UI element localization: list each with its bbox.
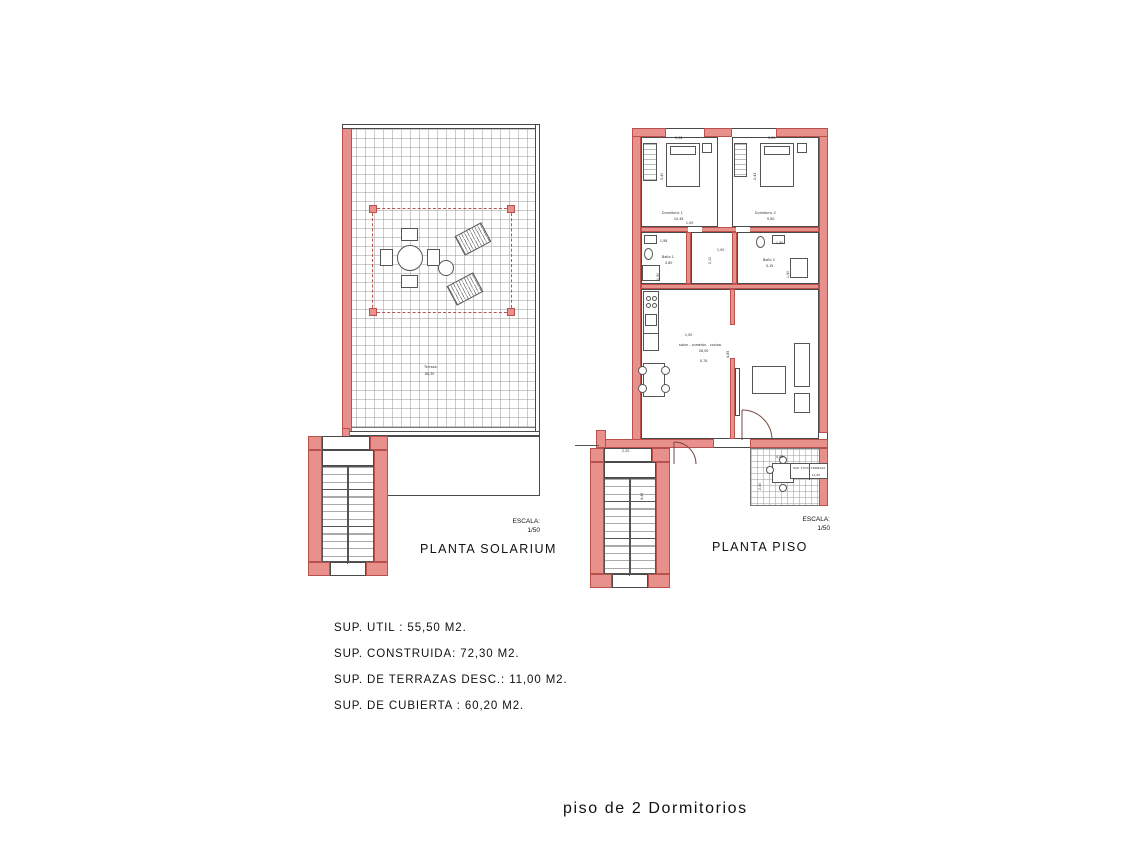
bath2-toilet [756, 236, 765, 248]
piso-stair-wall-tr [652, 448, 670, 462]
sheet-title: piso de 2 Dormitorios [563, 800, 748, 817]
piso-stair-wall-right [656, 462, 670, 574]
bano1-name: Baño 1 [662, 255, 674, 259]
stair-wall-bottom-right [366, 562, 388, 576]
solarium-scale [480, 518, 540, 536]
stair-wall-bottom-left [308, 562, 330, 576]
armchair [794, 393, 810, 413]
plan-solarium [300, 120, 560, 590]
piso-wall-right [819, 128, 828, 433]
sofa-right [794, 343, 810, 387]
wardrobe-1 [643, 143, 657, 181]
terrace-tag-line2: TERRAZA [811, 466, 826, 470]
piso-stair-wall-br [648, 574, 670, 588]
piso-stair-upper-landing [604, 462, 656, 478]
bano2-name: Baño 2 [763, 258, 775, 262]
salon-name: salon - comedor - cocina [679, 343, 721, 347]
terrace-tag [790, 463, 828, 479]
terrace-tag-line1: SUP. TOTAL [793, 466, 811, 470]
dorm2-dim-top: 3,90 [768, 136, 776, 140]
terrace-dining-table [397, 245, 423, 271]
legend-item-1: SUP. CONSTRUIDA: 72,30 M2. [334, 648, 520, 660]
dorm1-area: 10,45 [674, 217, 684, 221]
pergola-post-se [507, 308, 515, 316]
piso-partition-bath2-v [732, 232, 737, 284]
salon-label-cocina: 1,00 [685, 333, 693, 337]
piso-scale [770, 516, 830, 534]
bano2-dim-top: 1,80 [776, 241, 784, 245]
kitchen-hob-2 [652, 296, 657, 301]
kitchen-sink [645, 314, 657, 326]
door-dim-dorm1: 1,00 [686, 221, 694, 225]
dining-chair-2 [638, 384, 647, 393]
terrace-chair-bottom [401, 275, 418, 288]
salon-dim-side: 4,85 [726, 350, 730, 358]
dining-chair-4 [661, 384, 670, 393]
bath1-washbasin [644, 235, 657, 244]
dorm1-dim-top: 3,08 [675, 136, 683, 140]
bed-1-pillow [670, 146, 696, 155]
bath2-shower [790, 258, 808, 278]
kitchen-hob-1 [646, 296, 651, 301]
bath1-toilet [644, 248, 653, 260]
terrace-chair-a [766, 466, 774, 474]
room-distribuidor [691, 232, 737, 284]
wardrobe-2 [734, 143, 747, 177]
dorm2-name: Dormitorio 2 [755, 211, 776, 215]
piso-stair-flight-left [604, 478, 630, 574]
pergola-post-nw [369, 205, 377, 213]
stair-wall-right [374, 450, 388, 562]
solarium-scale-label: ESCALA: [512, 518, 540, 525]
distribuidor-dim2: 1,00 [717, 248, 725, 252]
terrace-dim-side: 2,40 [758, 482, 762, 490]
plan-piso [580, 118, 860, 588]
piso-scale-label: ESCALA: [802, 516, 830, 523]
piso-stair-wall-left [590, 462, 604, 574]
dorm1-name: Dormitorio 1 [662, 211, 683, 215]
stair-center-rail [347, 454, 348, 564]
bano2-dim-side: 1,90 [786, 270, 790, 278]
solarium-terrace-area: 60,20 [425, 372, 435, 376]
solarium-wall-left [342, 124, 352, 436]
stair-wall-left [308, 450, 322, 562]
piso-stair-block [590, 448, 670, 588]
terrace-tag-divider [809, 464, 810, 480]
stair-wall-top-left [308, 436, 322, 450]
distribuidor-dim: 2,10 [708, 256, 712, 264]
surface-legend [334, 622, 734, 722]
stair-dim-width: 2,20 [622, 449, 630, 453]
fridge [643, 333, 659, 351]
terrace-chair-d [779, 484, 787, 492]
stair-landing-bottom [330, 562, 366, 576]
legend-item-2: SUP. DE TERRAZAS DESC.: 11,00 M2. [334, 674, 568, 686]
stair-upper-landing [322, 450, 374, 466]
pergola-post-ne [507, 205, 515, 213]
solarium-wall-top [342, 124, 540, 129]
bano1-area: 3,80 [665, 261, 673, 265]
hall-door-arc [672, 440, 698, 466]
bano1-dim-top: 1,98 [660, 239, 668, 243]
terrace-side-table [438, 260, 454, 276]
terrace-tag-value: 11,00 [812, 473, 821, 477]
solarium-wall-right [535, 124, 540, 436]
kitchen-hob-4 [652, 303, 657, 308]
terrace-dim-top: 4,60 [776, 455, 784, 459]
solarium-terrace-name: Terraza [424, 365, 437, 369]
salon-dim-top: 5,76 [700, 359, 708, 363]
piso-wall-top-right [776, 128, 828, 137]
piso-stair-wall-bl [590, 574, 612, 588]
kitchen-hob-3 [646, 303, 651, 308]
stair-flight-left [322, 466, 348, 562]
salon-partition-v [730, 289, 735, 325]
piso-stair-wall-tl [590, 448, 604, 462]
dining-chair-3 [661, 366, 670, 375]
bed-2-pillow [764, 146, 790, 155]
piso-wall-top-left [632, 128, 666, 137]
stair-dim-height: 4,45 [640, 492, 644, 500]
nightstand-1 [702, 143, 712, 153]
dorm2-area: 9,50 [767, 217, 775, 221]
legend-item-0: SUP. UTIL : 55,50 M2. [334, 622, 467, 634]
piso-wall-top-mid [704, 128, 732, 137]
solarium-caption: PLANTA SOLARIUM [420, 542, 557, 556]
solarium-scale-value: 1/50 [527, 526, 540, 534]
piso-wall-left [632, 128, 641, 448]
piso-stair-rail [629, 466, 630, 576]
dining-chair-1 [638, 366, 647, 375]
solarium-stair-block [308, 436, 388, 576]
piso-stair-landing-bottom [612, 574, 648, 588]
dorm2-dim-side: 2,43 [753, 172, 757, 180]
salon-area: 28,00 [699, 349, 709, 353]
nightstand-2 [797, 143, 807, 153]
pergola-post-sw [369, 308, 377, 316]
bano1-dim-side: 1,90 [656, 272, 660, 280]
stair-flight-right [348, 466, 374, 562]
piso-partition-bath1-v [686, 232, 691, 284]
piso-leader-left [575, 445, 599, 446]
stair-landing-top [322, 436, 370, 450]
dorm1-dim-side: 3,40 [660, 172, 664, 180]
bano2-area: 3,15 [766, 264, 774, 268]
coffee-table [752, 366, 786, 394]
entry-door-arc [740, 408, 774, 442]
terrace-chair-left [380, 249, 393, 266]
legend-item-3: SUP. DE CUBIERTA : 60,20 M2. [334, 700, 525, 712]
stair-wall-top-right [370, 436, 388, 450]
terrace-chair-top [401, 228, 418, 241]
piso-scale-value: 1/50 [817, 524, 830, 532]
piso-caption: PLANTA PISO [712, 540, 808, 554]
